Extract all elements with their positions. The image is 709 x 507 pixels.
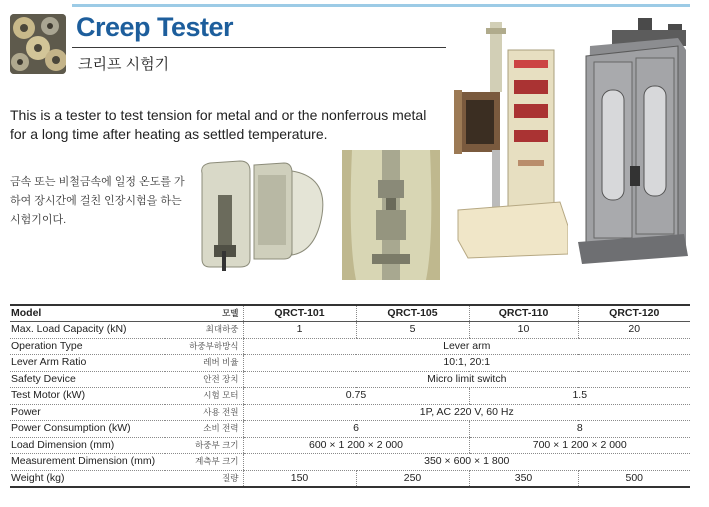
model-header: QRCT-101: [243, 305, 356, 322]
row-label-korean: 시험 모터: [165, 388, 243, 405]
table-cell: 1.5: [469, 388, 690, 405]
table-cell: 600 × 1 200 × 2 000: [243, 437, 469, 454]
model-header: QRCT-110: [469, 305, 578, 322]
table-row: [10, 470, 690, 487]
row-label: Max. Load Capacity (kN): [10, 322, 165, 339]
table-row: [10, 421, 690, 438]
row-label-korean: 소비 전력: [165, 421, 243, 438]
table-row: [10, 338, 690, 355]
row-label-korean: 사용 전원: [165, 404, 243, 421]
table-cell: 10: [469, 322, 578, 339]
table-cell: 8: [469, 421, 690, 438]
description-korean: 금속 또는 비철금속에 일정 온도를 가하여 장시간에 걸친 인장시험을 하는 시험기이다.: [10, 176, 185, 226]
furnace-chamber-photo: [196, 155, 336, 275]
specification-table: [10, 304, 690, 488]
table-row: [10, 404, 690, 421]
row-label-korean: 질량: [165, 470, 243, 487]
table-cell: 1P, AC 220 V, 60 Hz: [243, 404, 690, 421]
table-cell: 150: [243, 470, 356, 487]
table-cell: 700 × 1 200 × 2 000: [469, 437, 690, 454]
table-cell: Lever arm: [243, 338, 690, 355]
table-cell: Micro limit switch: [243, 371, 690, 388]
table-cell: 500: [578, 470, 690, 487]
row-label-korean: 계측부 크기: [165, 454, 243, 471]
row-label-korean: 모델: [165, 305, 243, 322]
row-label: Power Consumption (kW): [10, 421, 165, 438]
description-english: This is a tester to test tension for metal and or the nonferrous metal for a long time after heating as settled temperature.: [10, 107, 427, 142]
row-label-korean: 하중부하방식: [165, 338, 243, 355]
tester-model-photo-a: [446, 20, 572, 260]
table-cell: 0.75: [243, 388, 469, 405]
row-label: Safety Device: [10, 371, 165, 388]
row-label-korean: 최대하중: [165, 322, 243, 339]
row-label: Load Dimension (mm): [10, 437, 165, 454]
row-label: Weight (kg): [10, 470, 165, 487]
table-cell: 350: [469, 470, 578, 487]
table-row: [10, 322, 690, 339]
table-row: [10, 388, 690, 405]
table-cell: 250: [356, 470, 469, 487]
row-label: Test Motor (kW): [10, 388, 165, 405]
row-label-korean: 레버 비율: [165, 355, 243, 372]
table-row: [10, 454, 690, 471]
table-row: [10, 371, 690, 388]
row-label: Model: [10, 305, 165, 322]
row-label: Power: [10, 404, 165, 421]
table-cell: 20: [578, 322, 690, 339]
tester-model-photo-b: [568, 16, 690, 264]
row-label: Operation Type: [10, 338, 165, 355]
table-header-row: [10, 305, 690, 322]
specimen-grip-photo: [342, 150, 440, 280]
page-subtitle-korean: 크리프 시험기: [78, 56, 170, 73]
row-label-korean: 하중부 크기: [165, 437, 243, 454]
row-label: Measurement Dimension (mm): [10, 454, 165, 471]
table-row: [10, 437, 690, 454]
page-title: Creep Tester: [76, 12, 234, 42]
row-label-korean: 안전 장치: [165, 371, 243, 388]
top-accent-rule: [72, 4, 690, 7]
table-cell: 5: [356, 322, 469, 339]
table-cell: 10:1, 20:1: [243, 355, 690, 372]
table-cell: 1: [243, 322, 356, 339]
table-cell: 6: [243, 421, 469, 438]
row-label: Lever Arm Ratio: [10, 355, 165, 372]
table-row: [10, 355, 690, 372]
table-cell: 350 × 600 × 1 800: [243, 454, 690, 471]
gear-thumbnail-image: [10, 14, 66, 74]
model-header: QRCT-120: [578, 305, 690, 322]
model-header: QRCT-105: [356, 305, 469, 322]
